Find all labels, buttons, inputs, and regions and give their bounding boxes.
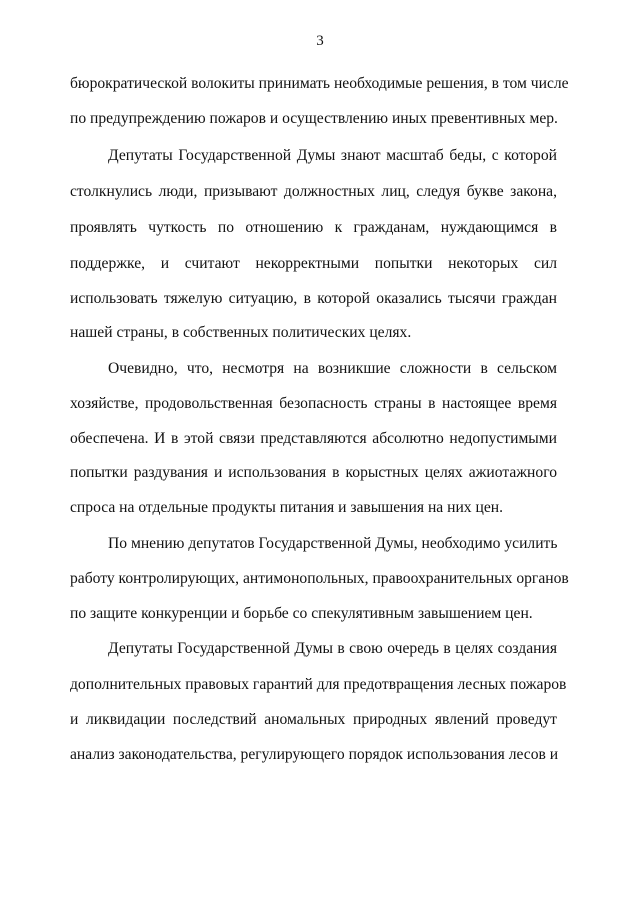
text-line: по защите конкуренции и борьбе со спекулятивным завышением цен. <box>70 605 533 622</box>
text-line: работу контролирующих, антимонопольных, правоохранительных органов <box>70 570 569 587</box>
text-line: использовать тяжелую ситуацию, в которой оказались тысячи граждан <box>70 290 557 307</box>
page-number: 3 <box>316 33 324 49</box>
text-line: обеспечена. И в этой связи представляются абсолютно недопустимыми <box>70 430 557 447</box>
text-line: по предупреждению пожаров и осуществлению иных превентивных мер. <box>70 110 558 127</box>
text-line: столкнулись люди, призывают должностных лиц, следуя букве закона, <box>70 183 557 200</box>
text-line: Депутаты Государственной Думы в свою очередь в целях создания <box>108 640 557 657</box>
text-line: проявлять чуткость по отношению к гражданам, нуждающимся в <box>70 219 557 236</box>
text-line: спроса на отдельные продукты питания и завышения на них цен. <box>70 499 504 516</box>
text-line: попытки раздувания и использования в корыстных целях ажиотажного <box>70 464 557 481</box>
text-line: хозяйстве, продовольственная безопасность страны в настоящее время <box>70 395 557 412</box>
text-line: нашей страны, в собственных политических целях. <box>70 324 412 341</box>
text-line: Очевидно, что, несмотря на возникшие сложности в сельском <box>108 360 557 377</box>
text-line: По мнению депутатов Государственной Думы, необходимо усилить <box>108 535 558 552</box>
text-line: поддержке, и считают некорректными попытки некоторых сил <box>70 255 557 272</box>
text-line: Депутаты Государственной Думы знают масштаб беды, с которой <box>108 147 557 164</box>
text-line: и ликвидации последствий аномальных природных явлений проведут <box>70 711 557 728</box>
text-line: бюрократической волокиты принимать необходимые решения, в том числе <box>70 75 569 92</box>
text-line: анализ законодательства, регулирующего порядок использования лесов и <box>70 746 559 763</box>
text-line: дополнительных правовых гарантий для предотвращения лесных пожаров <box>70 676 567 693</box>
